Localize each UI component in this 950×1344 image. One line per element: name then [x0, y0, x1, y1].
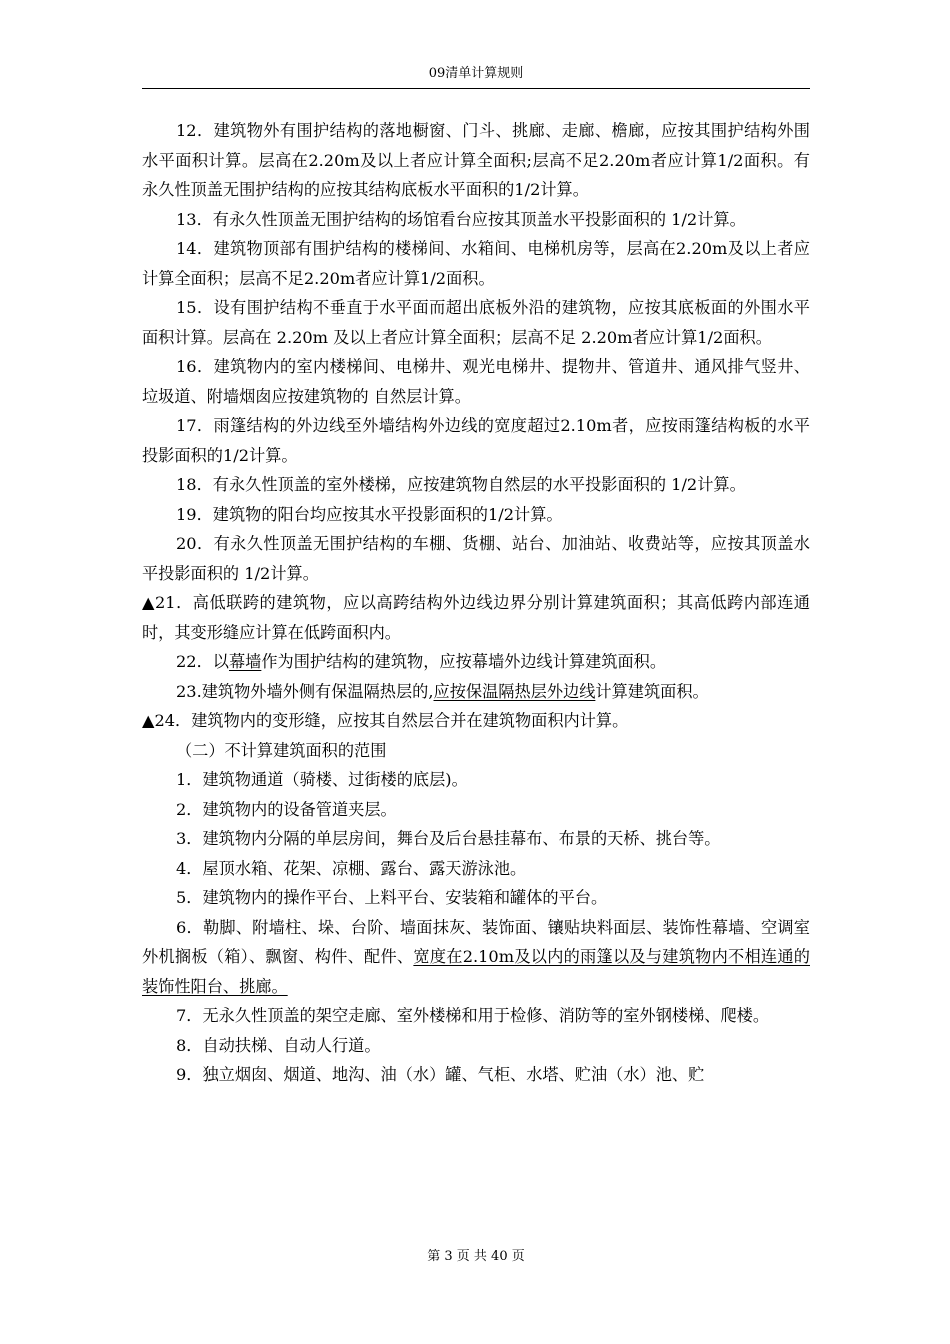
clause-23-underlined: 应按保温隔热层外边线	[433, 681, 596, 701]
clause-13: 13．有永久性顶盖无围护结构的场馆看台应按其顶盖水平投影面积的 1/2计算。	[176, 209, 746, 229]
excluded-item-6-prefix: 6．勒脚、附墙柱、垛、台阶、墙面抹灰、装饰面、镶贴块料面层、装饰性幕墙、空调室外机搁板（箱）、飘窗、构件、配件、	[142, 917, 810, 966]
clause-16: 16．建筑物内的室内楼梯间、电梯井、观光电梯井、提物井、管道井、通风排气竖井、垃圾道、附墙烟囱应按建筑物的 自然层计算。	[142, 357, 810, 406]
excluded-item-2: 2．建筑物内的设备管道夹层。	[176, 799, 397, 819]
clause-22-underlined: 幕墙	[228, 652, 262, 671]
excluded-item-8: 8．自动扶梯、自动人行道。	[176, 1035, 381, 1055]
clause-18: 18．有永久性顶盖的室外楼梯，应按建筑物自然层的水平投影面积的 1/2计算。	[176, 475, 746, 494]
section-heading-excluded: （二）不计算建筑面积的范围	[176, 740, 387, 760]
clause-20: 20．有永久性顶盖无围护结构的车棚、货棚、站台、加油站、收费站等，应按其顶盖水平投影面积的 1/2计算。	[142, 534, 810, 583]
excluded-item-4: 4．屋顶水箱、花架、凉棚、露台、露天游泳池。	[176, 858, 527, 878]
header-divider	[142, 88, 810, 89]
excluded-item-5: 5．建筑物内的操作平台、上料平台、安装箱和罐体的平台。	[176, 888, 608, 907]
clause-23-suffix: 计算建筑面积。	[595, 681, 709, 701]
clause-23	[142, 677, 810, 707]
excluded-item-6-underlined: 宽度在2.10m及以内的雨篷以及与建筑物内不相连通的装饰性阳台、挑廊。	[142, 947, 810, 996]
clause-22-suffix: 作为围护结构的建筑物，应按幕墙外边线计算建筑面积。	[261, 652, 667, 671]
clause-22	[142, 647, 810, 677]
clause-23-prefix: 23.建筑物外墙外侧有保温隔热层的,	[176, 681, 434, 701]
clause-22-prefix: 22．以	[176, 652, 229, 671]
excluded-item-3: 3．建筑物内分隔的单层房间，舞台及后台悬挂幕布、布景的天桥、挑台等。	[176, 829, 721, 848]
clause-12: 12．建筑物外有围护结构的落地橱窗、门斗、挑廊、走廊、檐廊，应按其围护结构外围水平面积计算。层高在2.20m及以上者应计算全面积;层高不足2.20m者应计算1/2面积。有永久性顶盖无围护结构的应按其结构底板水平面积的1/2计算。	[142, 121, 810, 199]
clause-21: ▲21．高低联跨的建筑物，应以高跨结构外边线边界分别计算建筑面积；其高低跨内部连通时，其变形缝应计算在低跨面积内。	[142, 593, 810, 642]
clause-14: 14．建筑物顶部有围护结构的楼梯间、水箱间、电梯机房等，层高在2.20m及以上者应计算全面积；层高不足2.20m者应计算1/2面积。	[142, 239, 810, 288]
excluded-item-9: 9．独立烟囱、烟道、地沟、油（水）罐、气柜、水塔、贮油（水）池、贮	[176, 1065, 705, 1084]
page-number-footer: 第 3 页 共 40 页	[427, 1249, 525, 1264]
page-header-title: 09清单计算规则	[428, 66, 524, 81]
excluded-item-6	[142, 913, 810, 1002]
clause-19: 19．建筑物的阳台均应按其水平投影面积的1/2计算。	[176, 504, 563, 524]
document-body	[142, 116, 810, 1090]
clause-24: ▲24．建筑物内的变形缝，应按其自然层合并在建筑物面积内计算。	[142, 711, 629, 730]
clause-15: 15．设有围护结构不垂直于水平面而超出底板外沿的建筑物，应按其底板面的外围水平面积计算。层高在 2.20m 及以上者应计算全面积；层高不足 2.20m者应计算1/2面积。	[142, 298, 810, 347]
excluded-item-7: 7．无永久性顶盖的架空走廊、室外楼梯和用于检修、消防等的室外钢楼梯、爬楼。	[176, 1006, 770, 1025]
clause-17: 17．雨篷结构的外边线至外墙结构外边线的宽度超过2.10m者，应按雨篷结构板的水平投影面积的1/2计算。	[142, 416, 810, 465]
excluded-item-1: 1．建筑物通道（骑楼、过街楼的底层)。	[176, 770, 468, 789]
